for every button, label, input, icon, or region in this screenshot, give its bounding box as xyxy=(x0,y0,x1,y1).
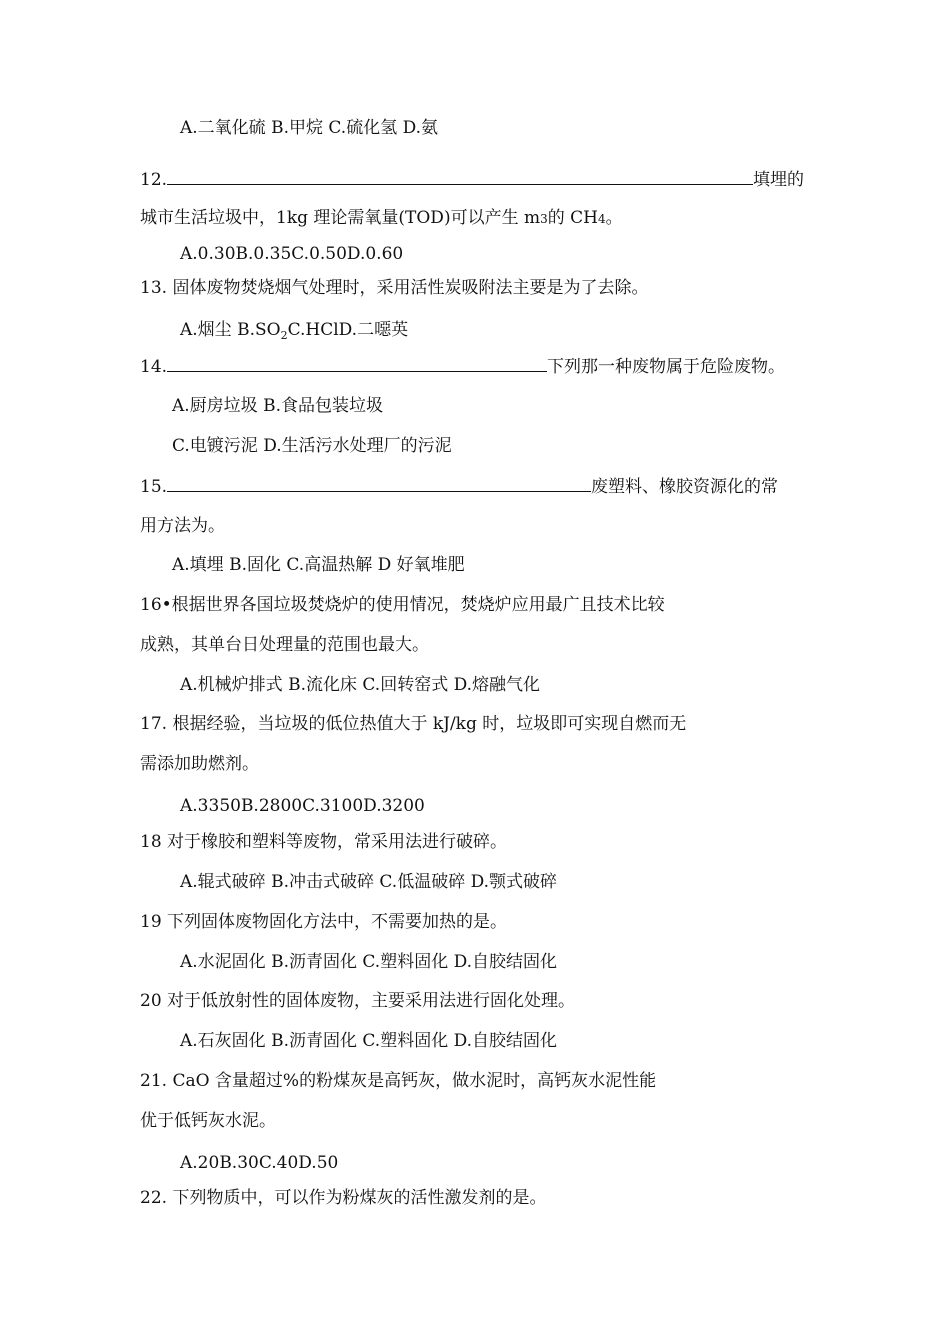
q15-number: 15. xyxy=(140,477,168,497)
q19-question: 19 下列固体废物固化方法中，不需要加热的是。 xyxy=(140,912,508,932)
q13-options-c: C.HClD.二噁英 xyxy=(287,320,409,340)
q15-line xyxy=(140,475,778,498)
q15-options: A.填埋 B.固化 C.高温热解 D 好氧堆肥 xyxy=(172,555,465,575)
q22-question: 22. 下列物质中，可以作为粉煤灰的活性激发剂的是。 xyxy=(140,1188,547,1208)
q20-options: A.石灰固化 B.沥青固化 C.塑料固化 D.自胶结固化 xyxy=(180,1031,558,1051)
q12-options: A.0.30B.0.35C.0.50D.0.60 xyxy=(180,244,404,264)
q12-line xyxy=(140,168,804,191)
q12-text-a: 城市生活垃圾中，1kg 理论需氧量(TOD)可以产生 m xyxy=(140,208,541,228)
q14-blank xyxy=(167,355,547,372)
q14-options-2: C.电镀污泥 D.生活污水处理厂的污泥 xyxy=(172,436,452,456)
q19-options: A.水泥固化 B.沥青固化 C.塑料固化 D.自胶结固化 xyxy=(180,952,558,972)
q14-options-1: A.厨房垃圾 B.食品包装垃圾 xyxy=(172,396,383,416)
q18-question: 18 对于橡胶和塑料等废物，常采用法进行破碎。 xyxy=(140,832,508,852)
q18-options: A.辊式破碎 B.冲击式破碎 C.低温破碎 D.颚式破碎 xyxy=(180,872,558,892)
q14-number: 14. xyxy=(140,357,168,377)
q12-unit-superscript: 3 xyxy=(540,212,548,226)
q17-options: A.3350B.2800C.3100D.3200 xyxy=(180,796,425,816)
q11-options: A.二氧化硫 B.甲烷 C.硫化氢 D.氨 xyxy=(180,118,439,138)
q12-number: 12. xyxy=(140,170,168,190)
q21-continuation: 优于低钙灰水泥。 xyxy=(140,1111,276,1131)
q17-question: 17. 根据经验，当垃圾的低位热值大于 kJ/kg 时，垃圾即可实现自燃而无 xyxy=(140,714,687,734)
q13-so2-subscript: 2 xyxy=(280,329,288,342)
q12-text-c: 的 CH xyxy=(547,208,598,228)
q12-tail: 填埋的 xyxy=(753,170,805,190)
q15-continuation: 用方法为。 xyxy=(140,516,225,536)
q16-options: A.机械炉排式 B.流化床 C.回转窑式 D.熔融气化 xyxy=(180,675,541,695)
q13-options-a: A.烟尘 B.SO xyxy=(180,320,281,340)
q12-ch4-subscript: 4 xyxy=(598,212,606,226)
q15-blank xyxy=(167,475,591,492)
q12-continuation xyxy=(140,207,623,230)
q13-question: 13. 固体废物焚烧烟气处理时，采用活性炭吸附法主要是为了去除。 xyxy=(140,278,649,298)
q15-tail: 废塑料、橡胶资源化的常 xyxy=(591,477,779,497)
q13-options xyxy=(180,319,408,343)
q16-continuation: 成熟，其单台日处理量的范围也最大。 xyxy=(140,635,429,655)
q12-text-e: 。 xyxy=(605,208,623,228)
q21-question: 21. CaO 含量超过%的粉煤灰是高钙灰，做水泥时，高钙灰水泥性能 xyxy=(140,1071,657,1091)
q21-options: A.20B.30C.40D.50 xyxy=(180,1153,339,1173)
q17-continuation: 需添加助燃剂。 xyxy=(140,754,259,774)
q16-question: 16•根据世界各国垃圾焚烧炉的使用情况，焚烧炉应用最广且技术比较 xyxy=(140,595,665,615)
q14-tail: 下列那一种废物属于危险废物。 xyxy=(547,357,786,377)
q12-blank xyxy=(167,168,753,185)
q14-line xyxy=(140,355,785,378)
q20-question: 20 对于低放射性的固体废物，主要采用法进行固化处理。 xyxy=(140,991,576,1011)
